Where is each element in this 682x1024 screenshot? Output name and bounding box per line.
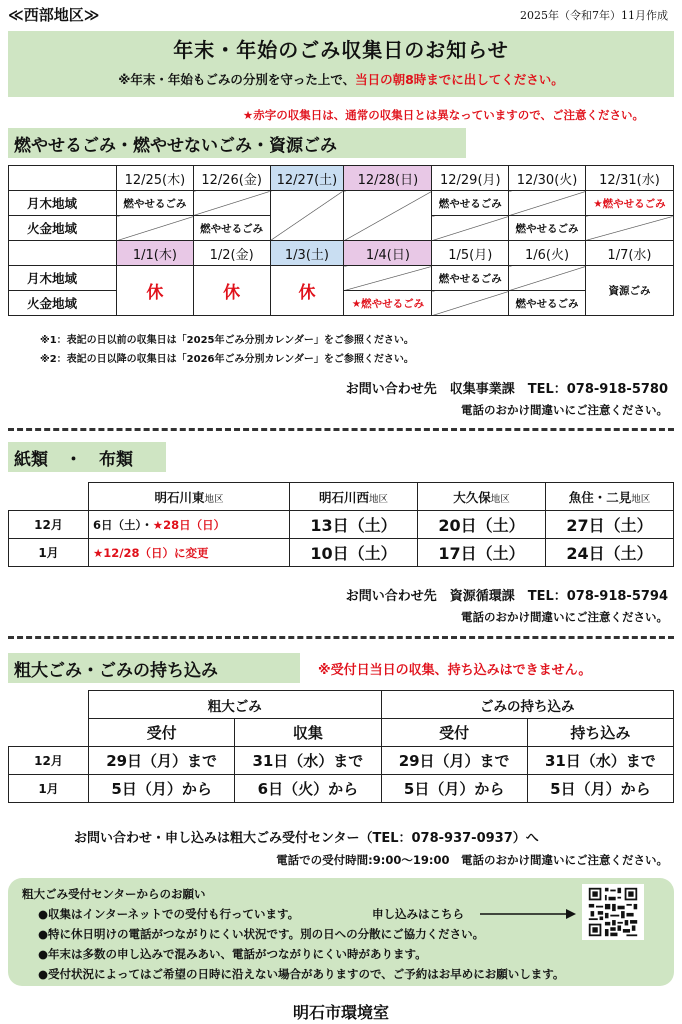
collection-cell: 燃やせるごみ — [432, 266, 509, 291]
date-cell: 31日（水）まで — [527, 747, 673, 775]
subtitle — [0, 70, 682, 88]
date-header: 1/6(火) — [509, 241, 586, 266]
footnote-2: ※2：表記の日以降の収集日は「2026年ごみ分別カレンダー」をご参照ください。 — [40, 354, 414, 365]
qr-code-icon[interactable] — [582, 884, 644, 940]
date-cell: 5日（月）から — [527, 775, 673, 803]
corner-cell — [9, 719, 89, 747]
date-header: 12/26(金) — [193, 166, 270, 191]
contact-collection: お問い合わせ先 収集事業課 TEL：078-918-5780 — [345, 382, 668, 397]
empty-cell — [509, 191, 586, 216]
month-label: 12月 — [9, 511, 89, 539]
contact-bulky-center: お問い合わせ・申し込みは粗大ごみ受付センター（TEL：078-937-0937）へ — [74, 831, 539, 846]
date-header: 12/27(土) — [270, 166, 344, 191]
area-label: 火金地域 — [9, 291, 117, 316]
table-row — [9, 266, 674, 291]
sub-header: 持ち込み — [527, 719, 673, 747]
paper-schedule-table — [8, 482, 674, 567]
empty-cell — [344, 191, 432, 241]
notice-heading: 粗大ごみ受付センターからのお願い — [22, 887, 206, 901]
date-header: 1/1(木) — [117, 241, 194, 266]
table-row — [9, 691, 674, 719]
created-date: 2025年（令和7年）11月作成 — [520, 9, 668, 22]
area-label: 月木地域 — [9, 266, 117, 291]
date-cell: 29日（月）まで — [381, 747, 527, 775]
month-label: 12月 — [9, 747, 89, 775]
table-row — [9, 539, 674, 567]
notice-line: ●特に休日明けの電話がつながりにくい状況です。別の日への分散にご協力ください。 — [38, 927, 485, 941]
subtitle-black: ※年末・年始もごみの分別を守った上で、 — [118, 72, 356, 87]
table-row — [9, 747, 674, 775]
date-cell: 5日（月）から — [89, 775, 235, 803]
date-cell: 6日（火）から — [235, 775, 381, 803]
divider — [8, 636, 674, 639]
apply-label: 申し込みはこちら — [372, 907, 464, 921]
corner-cell — [9, 691, 89, 719]
district-header: 魚住・二見地区 — [545, 483, 673, 511]
arrow-right-icon — [480, 908, 576, 920]
red-date-note: ★赤字の収集日は、通常の収集日とは異なっていますので、ご注意ください。 — [242, 108, 644, 122]
table-row — [9, 483, 674, 511]
month-label: 1月 — [9, 775, 89, 803]
bulky-warning: ※受付日当日の収集、持ち込みはできません。 — [318, 663, 592, 678]
date-header: 1/3(土) — [270, 241, 344, 266]
holiday-cell: 休 — [117, 266, 194, 316]
group-header: 粗大ごみ — [89, 691, 382, 719]
collection-cell: 燃やせるごみ — [193, 216, 270, 241]
date-cell: 5日（月）から — [381, 775, 527, 803]
notice-line: ●収集はインターネットでの受付も行っています。 — [38, 907, 300, 921]
sub-header: 受付 — [89, 719, 235, 747]
table-row — [9, 166, 674, 191]
table-row — [9, 191, 674, 216]
date-cell: 13日（土） — [290, 511, 418, 539]
collection-cell: 燃やせるごみ — [432, 191, 509, 216]
date-header: 12/30(火) — [509, 166, 586, 191]
date-cell: 29日（月）まで — [89, 747, 235, 775]
table-row — [9, 775, 674, 803]
holiday-cell: 休 — [270, 266, 344, 316]
date-header: 1/5(月) — [432, 241, 509, 266]
district-header: 大久保地区 — [418, 483, 546, 511]
notice-line: ●年末は多数の申し込みで混みあい、電話がつながりにくい時があります。 — [38, 947, 427, 961]
corner-cell — [9, 241, 117, 266]
sub-header: 収集 — [235, 719, 381, 747]
date-cell: 27日（土） — [545, 511, 673, 539]
section-bulky-title: 粗大ごみ・ごみの持ち込み — [8, 653, 300, 683]
region-label: ≪西部地区≫ — [8, 6, 100, 24]
collection-cell: 燃やせるごみ — [117, 191, 194, 216]
bulky-schedule-table — [8, 690, 674, 803]
subtitle-red: 当日の朝8時までに出してください。 — [355, 72, 564, 87]
contact-note: 電話のおかけ間違いにご注意ください。 — [461, 610, 668, 624]
sub-header: 受付 — [381, 719, 527, 747]
table-row — [9, 719, 674, 747]
empty-cell — [509, 266, 586, 291]
table-row — [9, 241, 674, 266]
empty-cell — [270, 191, 344, 241]
section-burnable-title: 燃やせるごみ・燃やせないごみ・資源ごみ — [8, 128, 466, 158]
date-header: 12/28(日) — [344, 166, 432, 191]
date-cell: 17日（土） — [418, 539, 546, 567]
contact-note: 電話のおかけ間違いにご注意ください。 — [461, 403, 668, 417]
contact-recycling: お問い合わせ先 資源循環課 TEL：078-918-5794 — [345, 589, 668, 604]
empty-cell — [432, 216, 509, 241]
date-cell: ★12/28（日）に変更 — [89, 539, 290, 567]
corner-cell — [9, 483, 89, 511]
date-cell: 10日（土） — [290, 539, 418, 567]
collection-cell: 資源ごみ — [585, 266, 673, 316]
table-row — [9, 511, 674, 539]
empty-cell — [193, 191, 270, 216]
burnable-schedule-table — [8, 165, 674, 316]
notice-line: ●受付状況によってはご希望の日時に沿えない場合がありますので、ご予約はお早めにお願いします。 — [38, 967, 565, 981]
footer-org: 明石市環境室 — [292, 1003, 389, 1022]
area-label: 月木地域 — [9, 191, 117, 216]
date-header: 1/2(金) — [193, 241, 270, 266]
collection-cell: 燃やせるごみ — [509, 291, 586, 316]
empty-cell — [432, 291, 509, 316]
district-header: 明石川西地区 — [290, 483, 418, 511]
holiday-cell: 休 — [193, 266, 270, 316]
date-header: 12/31(水) — [585, 166, 673, 191]
footnote-1: ※1：表記の日以前の収集日は「2025年ごみ分別カレンダー」をご参照ください。 — [40, 335, 414, 346]
corner-cell — [9, 166, 117, 191]
divider — [8, 428, 674, 431]
area-label: 火金地域 — [9, 216, 117, 241]
district-header: 明石川東地区 — [89, 483, 290, 511]
date-cell: 31日（水）まで — [235, 747, 381, 775]
collection-cell: ★燃やせるごみ — [585, 191, 673, 216]
month-label: 1月 — [9, 539, 89, 567]
collection-cell: ★燃やせるごみ — [344, 291, 432, 316]
date-cell: 24日（土） — [545, 539, 673, 567]
date-header: 1/7(水) — [585, 241, 673, 266]
date-header: 1/4(日) — [344, 241, 432, 266]
date-header: 12/29(月) — [432, 166, 509, 191]
group-header: ごみの持ち込み — [381, 691, 674, 719]
contact-hours: 電話での受付時間:9:00～19:00 電話のおかけ間違いにご注意ください。 — [276, 853, 668, 867]
empty-cell — [117, 216, 194, 241]
date-cell: 20日（土） — [418, 511, 546, 539]
date-header: 12/25(木) — [117, 166, 194, 191]
empty-cell — [344, 266, 432, 291]
date-cell: 6日（土）・★28日（日） — [89, 511, 290, 539]
empty-cell — [585, 216, 673, 241]
section-paper-title: 紙類 ・ 布類 — [8, 442, 166, 472]
collection-cell: 燃やせるごみ — [509, 216, 586, 241]
page-title: 年末・年始のごみ収集日のお知らせ — [173, 38, 509, 62]
